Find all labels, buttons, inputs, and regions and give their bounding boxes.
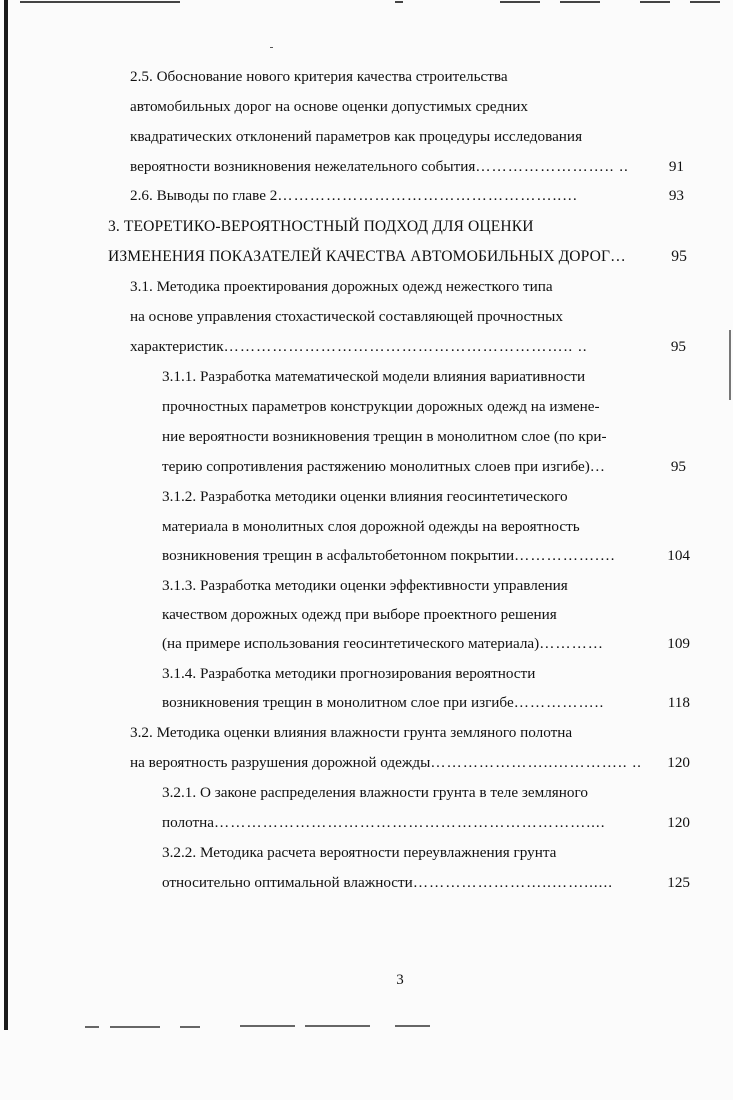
toc-line: качеством дорожных одежд при выборе проектного решения xyxy=(162,606,557,623)
toc-line: 3.1.1. Разработка математической модели влияния вариативности xyxy=(162,368,586,385)
toc-line: ние вероятности возникновения трещин в монолитном слое (по кри- xyxy=(162,428,607,445)
toc-page-number: 95 xyxy=(670,458,686,475)
toc-leader-dots: ………… xyxy=(539,635,604,652)
toc-entry-text: возникновения трещин в асфальтобетонном покрытии xyxy=(162,547,515,564)
toc-entry[interactable] xyxy=(162,457,686,477)
toc-entry[interactable] xyxy=(108,247,687,267)
toc-leader-dots: … xyxy=(610,248,627,265)
scan-right-mark xyxy=(729,330,731,400)
toc-entry[interactable] xyxy=(130,186,684,206)
toc-line: 3.1. Методика проектирования дорожных одежд нежесткого типа xyxy=(130,278,553,295)
toc-line: квадратических отклонений параметров как процедуры исследования xyxy=(130,128,583,145)
scan-bottom-marks xyxy=(0,1022,733,1030)
scan-speck xyxy=(270,47,273,48)
toc-page-number: 93 xyxy=(668,187,684,204)
toc-leader-dots: ……………………………………………..… xyxy=(277,187,579,204)
toc-leader-dots: ……………………..……...... xyxy=(412,874,614,891)
toc-page-number: 125 xyxy=(667,874,690,891)
toc-page-number: 120 xyxy=(667,754,690,771)
toc-entry-text: (на примере использования геосинтетического материала) xyxy=(162,635,540,652)
toc-line: 3.2.2. Методика расчета вероятности переувлажнения грунта xyxy=(162,844,557,861)
toc-line: 2.5. Обоснование нового критерия качества строительства xyxy=(130,68,508,85)
toc-leader-dots: …………………….. .. xyxy=(475,158,629,175)
toc-entry-text: характеристик xyxy=(130,338,224,355)
toc-leader-dots: ……………………………………………………….. .. xyxy=(223,338,588,355)
toc-line: автомобильных дорог на основе оценки допустимых средних xyxy=(130,98,528,115)
scan-left-border xyxy=(4,0,8,1030)
toc-entry-text: относительно оптимальной влажности xyxy=(162,874,413,891)
toc-page-number: 104 xyxy=(667,547,690,564)
toc-chapter-title: 3. ТЕОРЕТИКО-ВЕРОЯТНОСТНЫЙ ПОДХОД ДЛЯ ОЦЕНКИ xyxy=(108,218,534,235)
toc-entry[interactable] xyxy=(162,634,690,654)
toc-entry[interactable] xyxy=(162,813,690,833)
toc-line: 3.1.3. Разработка методики оценки эффективности управления xyxy=(162,577,568,594)
toc-line: 3.1.4. Разработка методики прогнозирования вероятности xyxy=(162,665,536,682)
toc-page-number: 95 xyxy=(671,248,687,265)
toc-line: материала в монолитных слоя дорожной одежды на вероятность xyxy=(162,518,580,535)
toc-leader-dots: …………………..………….. .. xyxy=(430,754,642,771)
toc-entry-text: вероятности возникновения нежелательного события xyxy=(130,158,476,175)
toc-entry[interactable] xyxy=(162,546,690,566)
page-number: 3 xyxy=(396,972,404,988)
toc-entry[interactable] xyxy=(162,693,690,713)
toc-entry-text: терию сопротивления растяжению монолитных слоев при изгибе) xyxy=(162,458,590,475)
toc-entry-text: на вероятность разрушения дорожной одежды xyxy=(130,754,431,771)
toc-line: 3.1.2. Разработка методики оценки влияния геосинтетического xyxy=(162,488,568,505)
toc-leader-dots: …………….. xyxy=(513,694,605,711)
toc-page-number: 118 xyxy=(667,694,690,711)
toc-entry[interactable] xyxy=(162,873,690,893)
toc-line: 3.2. Методика оценки влияния влажности грунта земляного полотна xyxy=(130,724,573,741)
toc-entry-text: полотна xyxy=(162,814,214,831)
toc-line: 3.2.1. О законе распределения влажности грунта в теле земляного xyxy=(162,784,588,801)
toc-entry[interactable] xyxy=(130,753,690,773)
toc-leader-dots: … xyxy=(589,458,606,475)
toc-entry-text: ИЗМЕНЕНИЯ ПОКАЗАТЕЛЕЙ КАЧЕСТВА АВТОМОБИЛЬНЫХ ДОРОГ xyxy=(108,248,611,265)
toc-page-number: 95 xyxy=(670,338,686,355)
toc-leader-dots: …………………………………………………………….... xyxy=(214,814,606,831)
toc-page-number: 91 xyxy=(668,158,684,175)
scan-top-marks xyxy=(0,0,733,10)
toc-entry-text: 2.6. Выводы по главе 2 xyxy=(130,187,278,204)
toc-entry[interactable] xyxy=(130,157,684,177)
toc-entry-text: возникновения трещин в монолитном слое при изгибе xyxy=(162,694,514,711)
toc-entry[interactable] xyxy=(130,337,686,357)
toc-leader-dots: …………….… xyxy=(514,547,617,564)
toc-line: на основе управления стохастической составляющей прочностных xyxy=(130,308,563,325)
toc-page-number: 109 xyxy=(667,635,690,652)
toc-page-number: 120 xyxy=(667,814,690,831)
toc-line: прочностных параметров конструкции дорожных одежд на измене- xyxy=(162,398,600,415)
